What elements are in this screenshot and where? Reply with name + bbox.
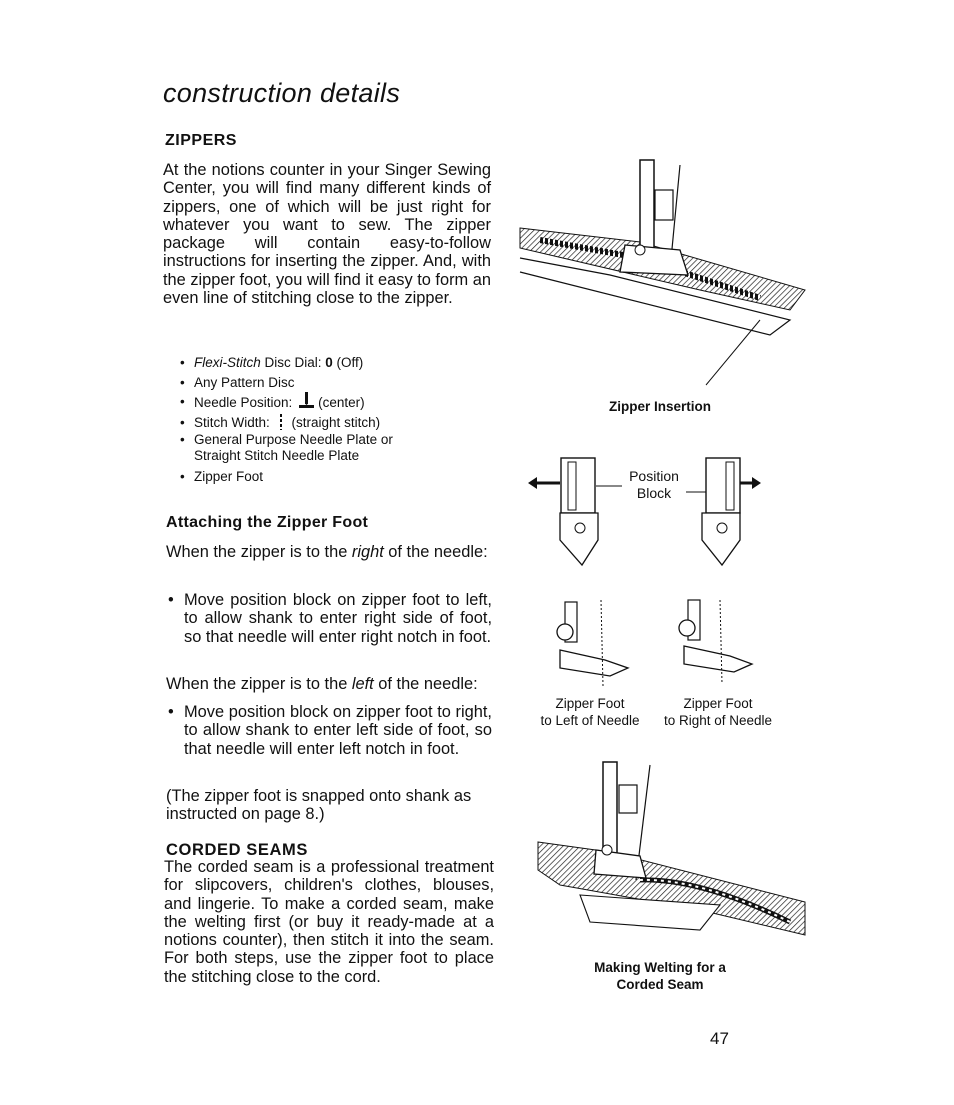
zipper-foot-right-drawing [679, 600, 752, 684]
corded-seams-heading: CORDED SEAMS [166, 841, 308, 859]
zipper-left-intro: When the zipper is to the left of the needle: [166, 675, 478, 693]
zipper-insertion-drawing [520, 160, 805, 385]
setting-flexi: • Flexi-Stitch Disc Dial: 0 (Off) [180, 353, 393, 373]
step-list-right [166, 591, 492, 646]
zipper-foot-left-drawing [557, 600, 628, 686]
zippers-heading: ZIPPERS [165, 132, 237, 149]
zipper-foot-left-caption: Zipper Foot to Left of Needle [540, 696, 640, 728]
zipper-foot-right-caption: Zipper Foot to Right of Needle [663, 696, 773, 728]
welting-drawing [538, 762, 805, 935]
setting-width: • Stitch Width: (straight stitch) [180, 413, 393, 433]
machine-settings-list [180, 353, 393, 487]
setting-pattern: • Any Pattern Disc [180, 373, 393, 393]
step-move-left: • Move position block on zipper foot to left, to allow shank to enter right side of foot, so that needle will enter right notch in foot. [166, 591, 492, 646]
needle-center-icon [298, 392, 314, 410]
attaching-heading: Attaching the Zipper Foot [166, 514, 369, 531]
straight-stitch-icon [276, 414, 286, 430]
zipper-right-intro: When the zipper is to the right of the needle: [166, 543, 488, 561]
corded-seams-body: The corded seam is a professional treatment for slipcovers, children's clothes, blouses, and lingerie. To make a corded seam, make the welting first (or buy it ready-made at a notions counter), then stitch it into the seam. For both steps, use the zipper foot to place the stitching close to the cord. [164, 858, 494, 986]
snap-on-note: (The zipper foot is snapped onto shank as instructed on page 8.) [166, 787, 472, 824]
step-list-left [166, 703, 492, 758]
page-number: 47 [710, 1029, 729, 1048]
welting-caption: Making Welting for a Corded Seam [594, 960, 726, 992]
step-move-right: • Move position block on zipper foot to right, to allow shank to enter left side of foot, so that needle will enter left notch in foot. [166, 703, 492, 758]
section-title: construction details [163, 78, 401, 108]
zipper-insertion-caption: Zipper Insertion [608, 399, 711, 414]
position-block-left-drawing [528, 458, 622, 565]
position-block-right-drawing [686, 458, 761, 565]
setting-foot: • Zipper Foot [180, 467, 393, 487]
position-block-label: Position Block [629, 468, 679, 501]
zippers-intro: At the notions counter in your Singer Sewing Center, you will find many different kinds of zippers, one of which will be just right for whatever you want to sew. The zipper package will contain easy-to-follow instructions for inserting the zipper. And, with the zipper foot, you will find it easy to form an even line of stitching close to the zipper. [163, 161, 491, 308]
setting-plate: • General Purpose Needle Plate or Straight Stitch Needle Plate [180, 432, 393, 467]
setting-needle: • Needle Position: (center) [180, 392, 393, 413]
